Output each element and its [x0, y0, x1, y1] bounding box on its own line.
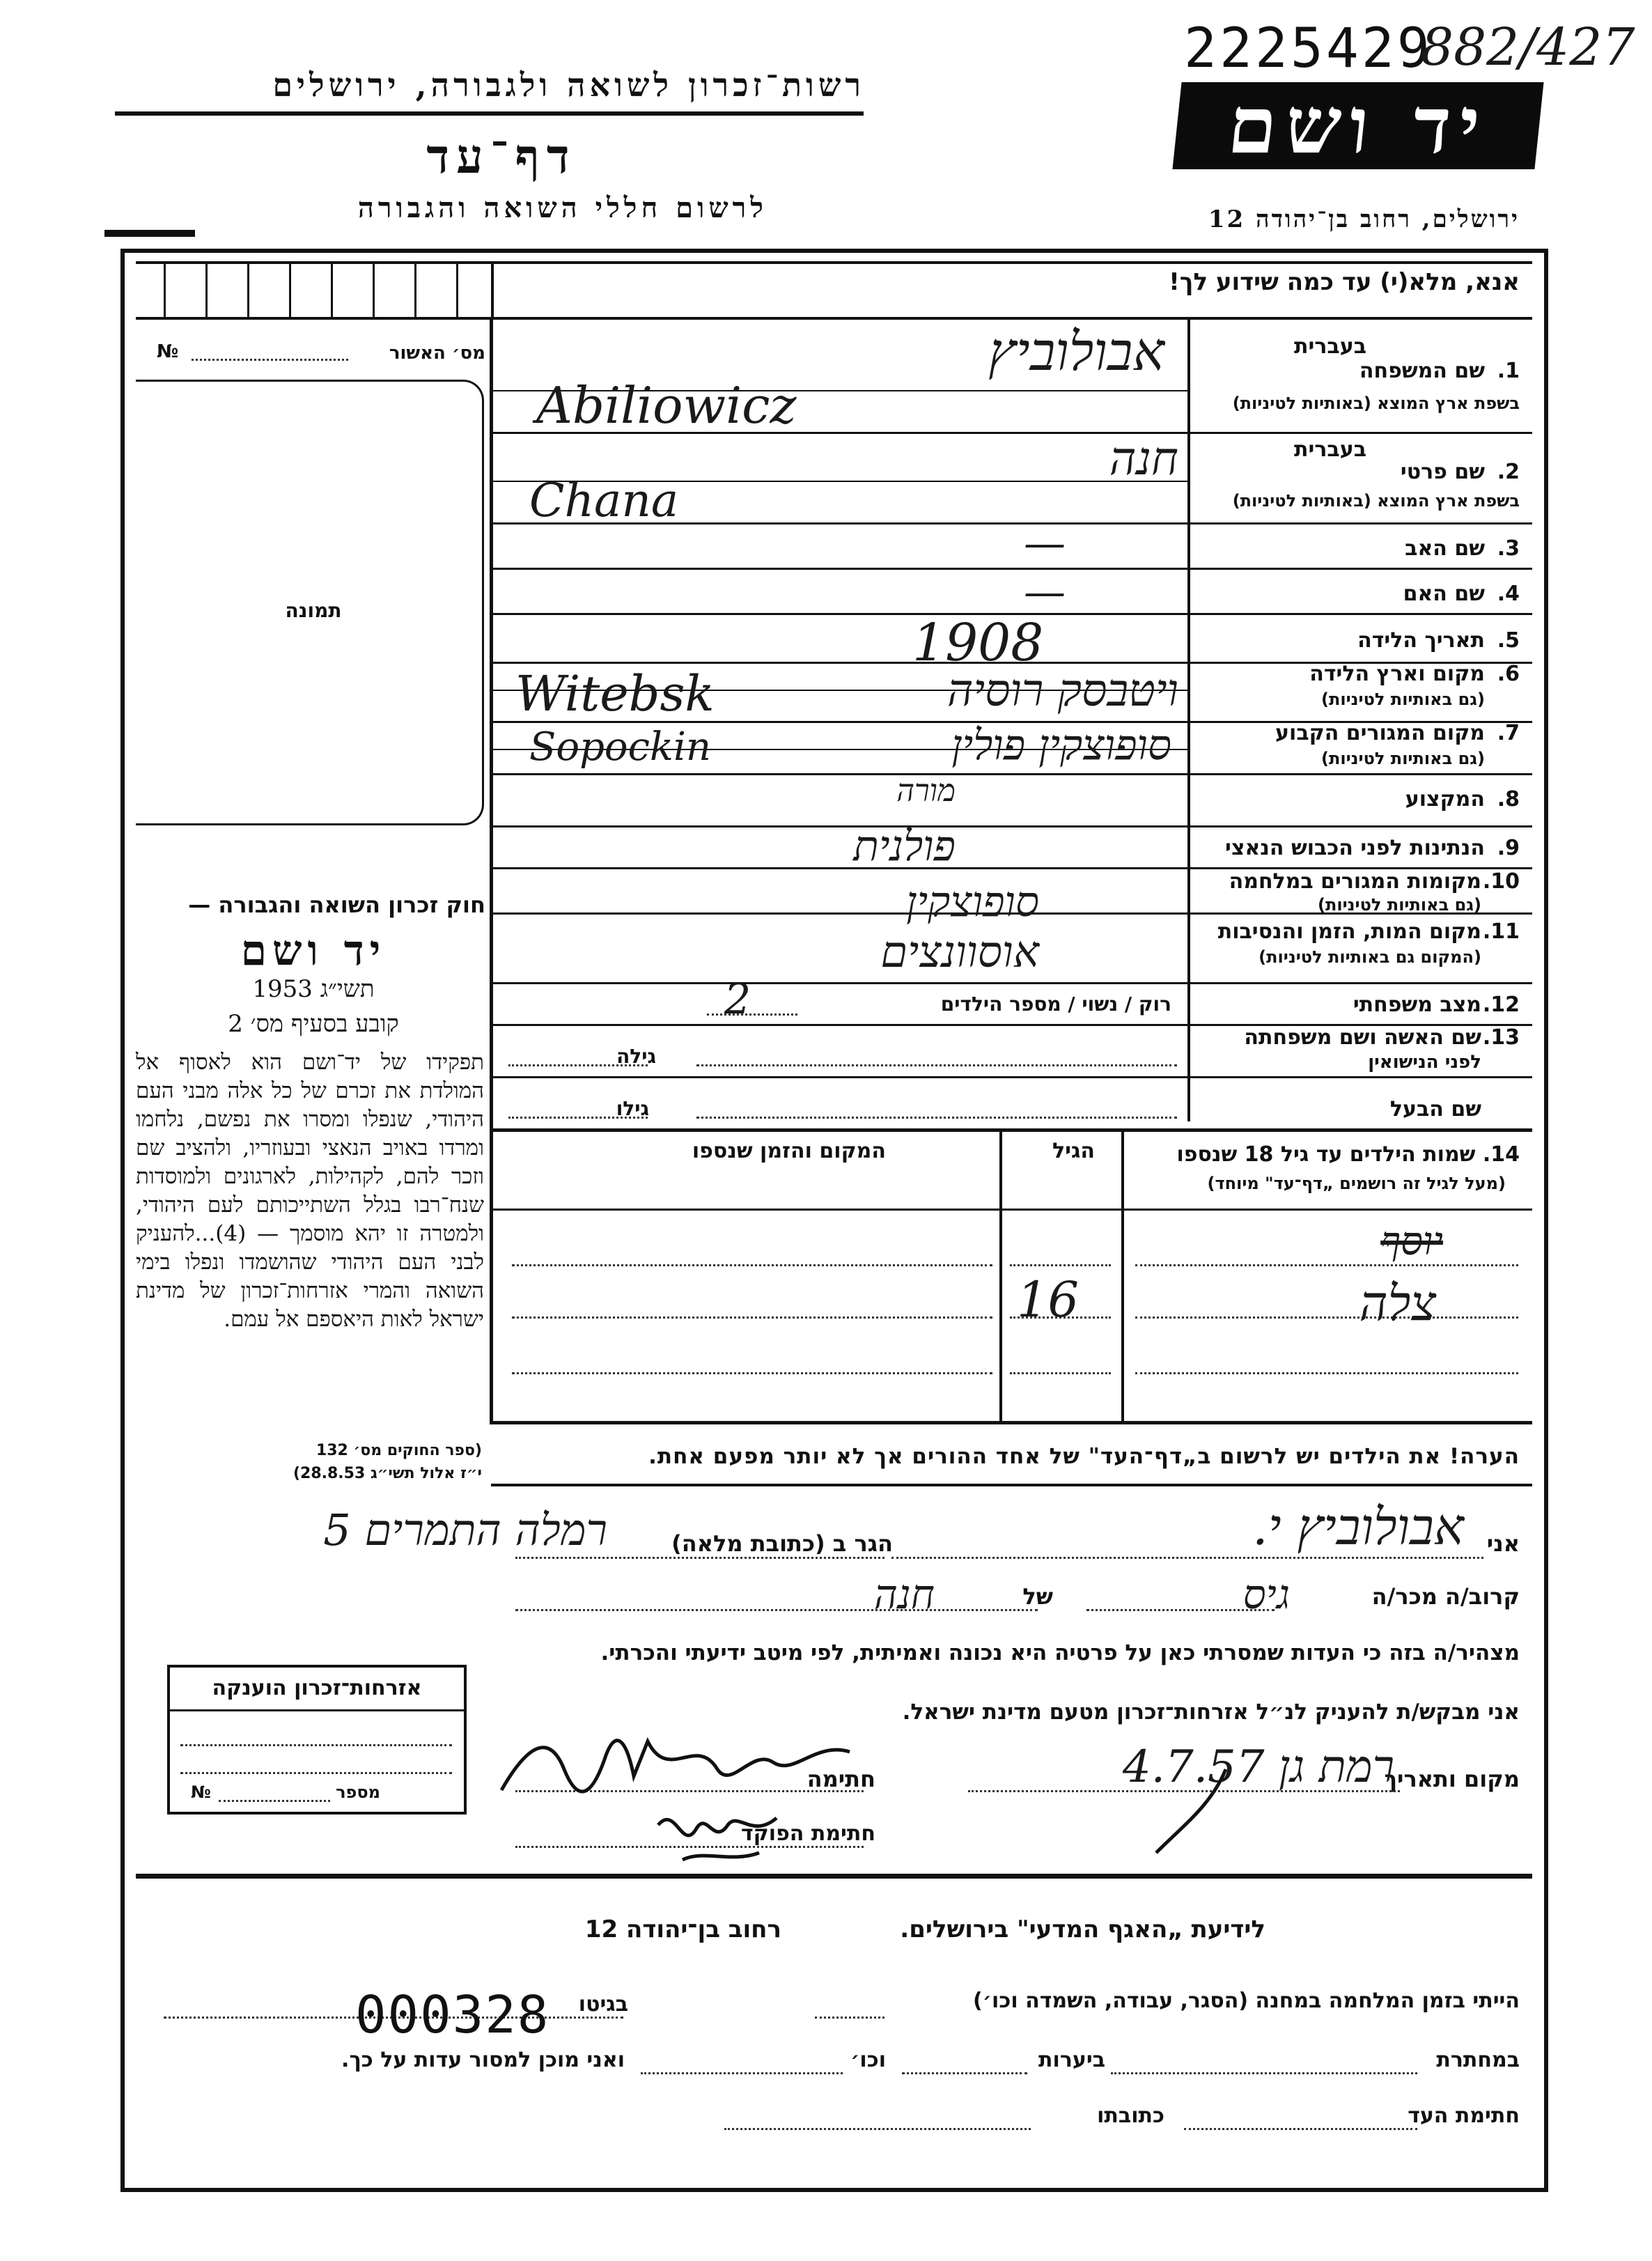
decl-of-label: של	[1022, 1583, 1053, 1610]
children-col-age: הגיל	[1052, 1139, 1095, 1163]
decl-request-text: אני מבקש/ת להעניק לנ״ל אזרחות־זכרון מטעם מדינת ישראל.	[902, 1700, 1520, 1725]
decl-declare-text: מצהיר/ה בזה כי העדות שמסרתי כאן על פרטיה היא נכונה ואמיתית, לפי מיטב ידיעתי והכרתי.	[600, 1640, 1520, 1665]
field-1-sub: בשפת ארץ המוצא (באותיות לטיניות)	[1232, 394, 1520, 413]
wife-age-field[interactable]	[508, 1064, 648, 1066]
header-address: ירושלים, רחוב בן־יהודה 12	[1208, 205, 1520, 233]
signature-icon	[488, 1714, 878, 1811]
husband-age-field[interactable]	[508, 1117, 648, 1119]
field-13-sub: לפני הנישואין	[1368, 1052, 1481, 1073]
field-7-number: 7.	[1497, 721, 1520, 745]
field-8-value[interactable]: מורה	[896, 773, 956, 809]
field-7-latin-value[interactable]: Sopockin	[529, 724, 711, 770]
org-title: רשות־זכרון לשואה ולגבורה, ירושלים	[272, 66, 865, 104]
field-2-label: שם פרטי	[1400, 460, 1485, 484]
field-5-label: תאריך הלידה	[1357, 628, 1485, 653]
field-1-hebrew-tag: בעברית	[1294, 334, 1366, 359]
sidebar-divider	[490, 317, 493, 1424]
field-8-label: המקצוע	[1405, 787, 1485, 811]
field-6-label: מקום וארץ הלידה	[1309, 662, 1485, 686]
bottom-underground: במחתרת	[1436, 2048, 1520, 2072]
bottom-witness-sig: חתימת העד	[1408, 2104, 1520, 2128]
field-1-number: 1.	[1497, 359, 1520, 383]
law-title: חוק זכרון השואה והגבורה —	[188, 892, 485, 918]
field-9-value[interactable]: פולנית	[853, 822, 956, 871]
wife-name-field[interactable]	[696, 1064, 1177, 1066]
stamp-number: 2225429	[1184, 17, 1433, 80]
approval-no: №	[157, 341, 179, 362]
field-6-latin-value[interactable]: Witebsk	[515, 665, 715, 722]
field-7-hebrew-value[interactable]: סופוצקין פולין	[951, 721, 1171, 770]
decl-of-value[interactable]: חנה	[873, 1571, 935, 1618]
field-7-sub: (גם באותיות לטיניות)	[1321, 749, 1485, 768]
field-2-hebrew-tag: בעברית	[1294, 437, 1366, 462]
org-title-underline	[115, 111, 864, 116]
field-2-latin-value[interactable]: Chana	[529, 474, 679, 527]
field-10-sub: (גם באותיות לטיניות)	[1318, 895, 1481, 915]
field-2-hebrew-value[interactable]: חנה	[1109, 432, 1178, 485]
place-date-flourish-icon	[1142, 1762, 1240, 1860]
field-6-hebrew-value[interactable]: ויטבסק רוסיה	[946, 665, 1178, 717]
cert-title: אזרחות־זכרון הוענקה	[212, 1676, 422, 1700]
decl-relation[interactable]: גיס	[1242, 1571, 1290, 1618]
certificate-box[interactable]	[167, 1665, 467, 1815]
field-4-number: 4.	[1497, 582, 1520, 606]
field-10-label: מקומות המגורים במלחמה	[1229, 869, 1481, 894]
field-13-label: שם האשה ושם משפחתה	[1244, 1025, 1481, 1050]
field-6-sub: (גם באותיות לטיניות)	[1321, 690, 1485, 709]
field-12-label: מצב משפחתי	[1353, 993, 1481, 1017]
bottom-line1: הייתי בזמן המלחמה במחנה (הסגר, עבודה, השמדה וכו׳)	[973, 1989, 1520, 2013]
photo-label: תמונה	[285, 599, 342, 622]
field-10-number: 10.	[1482, 869, 1520, 894]
bottom-willing: ואני מוכן למסור עדות על כך.	[341, 2048, 625, 2072]
children-label: 14. שמות הילדים עד גיל 18 שנספו	[1176, 1142, 1520, 1167]
child-name[interactable]: צלה	[1359, 1275, 1436, 1332]
signature-label: חתימה	[806, 1766, 875, 1792]
decl-resident-value[interactable]: רמלה התמרים 5	[323, 1505, 607, 1555]
husband-label: שם הבעל	[1389, 1097, 1481, 1121]
field-2-number: 2.	[1497, 460, 1520, 484]
law-clause: קובע בסעיף מס׳ 2	[228, 1010, 399, 1038]
field-1-hebrew-value[interactable]: אבולוביץ	[988, 320, 1164, 382]
field-3-number: 3.	[1497, 536, 1520, 561]
decl-i-name[interactable]: אבולוביץ י.	[1252, 1498, 1464, 1556]
law-text: תפקידו של יד־ושם הוא לאסוף אל המולדת את זכרם של כל אלה מבני העם היהודי, שנפלו ומסרו את נפשם, נלחמו ומרדו באויב הנאצי ובעוזריו, ולהציב שם וזכר להם, לקהילות, לארגונים ולמוסדות שנח־רבו בגלל השתייכותם לעם היהודי, ולמטרה זו יהא מוסמך — (4)...להעניק לבני העם היהודי שהושמדו ונפלו בימי השואה והמרי אזרחות־זכרון של מדינת ישראל לאות היאספם אל עמם.	[136, 1050, 484, 1332]
approval-field[interactable]	[192, 359, 348, 361]
decl-resident-label: הגר ב (כתובת מלאה)	[671, 1530, 893, 1557]
handwritten-ref: 882/427	[1421, 17, 1635, 77]
law-ref-1: (ספר החוקים מס׳ 132	[315, 1442, 482, 1459]
bottom-forests: ביערות	[1038, 2048, 1105, 2072]
field-11-value[interactable]: אוסוונצים	[880, 926, 1039, 977]
approval-label: מס׳ האשור	[389, 343, 485, 364]
decl-relative-label: קרוב/ה מכר/ה	[1371, 1583, 1520, 1610]
field-12-sub: רוק / נשוי / מספר הילדים	[940, 993, 1171, 1016]
cert-no: №	[191, 1782, 211, 1802]
field-4-value[interactable]: —	[1024, 568, 1066, 616]
field-6-number: 6.	[1497, 662, 1520, 686]
field-3-value[interactable]: —	[1024, 519, 1066, 568]
place-date-label: מקום ותאריך	[1384, 1766, 1520, 1792]
husband-age-label: גילו	[616, 1097, 649, 1120]
field-9-label: הנתינות לפני הכבוש הנאצי	[1225, 836, 1485, 860]
field-1-latin-value[interactable]: Abiliowicz	[536, 376, 797, 435]
field-8-number: 8.	[1497, 787, 1520, 811]
field-7-label: מקום המגורים הקבוע	[1275, 721, 1485, 745]
field-5-number: 5.	[1497, 628, 1520, 653]
field-2-sub: בשפת ארץ המוצא (באותיות לטיניות)	[1232, 491, 1520, 511]
bottom-title: לידיעת „האגף המדעי" בירושלים.	[900, 1916, 1265, 1943]
law-ref-2: י״ז אלול תשי״ג 28.8.53)	[293, 1465, 482, 1482]
checkbox-strip	[136, 261, 494, 317]
field-12-value[interactable]: 2	[724, 975, 751, 1024]
child-age[interactable]: 16	[1017, 1271, 1080, 1328]
place-date-value[interactable]: רמת גן 4.7.57	[1122, 1741, 1394, 1793]
children-sub: (מעל לגיל זה רושמים „דף־עד" מיוחד)	[1207, 1174, 1506, 1193]
field-11-label: מקום המות, הזמן והנסיבות	[1217, 919, 1481, 944]
bottom-etc: וכו׳	[850, 2048, 886, 2072]
bottom-serial: 000328	[355, 1985, 550, 2045]
bottom-divider	[136, 1874, 1532, 1879]
child-struck-name: יוסף	[1380, 1219, 1443, 1264]
field-13-number: 13.	[1482, 1025, 1520, 1050]
label-divider	[1187, 317, 1190, 1121]
husband-name-field[interactable]	[696, 1117, 1177, 1119]
field-10-value[interactable]: סופוצקין	[906, 878, 1039, 926]
subtitle-underline	[104, 230, 195, 237]
field-3-label: שם האב	[1405, 536, 1485, 561]
official-signature-label: חתימת הפוקד	[741, 1821, 875, 1846]
field-11-sub: (המקום גם באותיות לטיניות)	[1259, 947, 1481, 967]
yad-vashem-logo	[1172, 82, 1543, 169]
form-subtitle: לרשום חללי השואה והגבורה	[357, 192, 767, 224]
field-12-number: 12.	[1482, 993, 1520, 1017]
decl-i-label: אני	[1486, 1530, 1520, 1557]
law-name: יד ושם	[240, 926, 387, 975]
bottom-address-label: כתובתו	[1097, 2104, 1164, 2128]
witness-sig-field[interactable]	[1184, 2128, 1417, 2130]
official-signature-icon	[648, 1797, 787, 1874]
bottom-ghetto: בגיטו	[578, 1992, 628, 2017]
field-4-label: שם האם	[1403, 582, 1485, 606]
field-1-label: שם המשפחה	[1359, 359, 1485, 383]
field-5-value[interactable]: 1908	[912, 613, 1044, 673]
instructions-row-bottom	[136, 317, 1532, 320]
form-title: דף־עד	[426, 129, 577, 185]
logo-text: יד ושם	[1224, 80, 1493, 171]
note: הערה! את הילדים יש לרשום ב„דף־העד" של אחד ההורים אך לא יותר מפעם אחת.	[648, 1444, 1520, 1469]
witness-address-field[interactable]	[724, 2128, 1031, 2130]
field-11-number: 11.	[1482, 919, 1520, 944]
cert-number-label: מספר	[336, 1782, 380, 1802]
wife-age-label: גילה	[616, 1045, 656, 1068]
bottom-address: רחוב בן־יהודה 12	[584, 1916, 781, 1943]
law-year: תשי״ג 1953	[252, 975, 375, 1003]
instructions: אנא, מלא(י) עד כמה שידוע לך!	[1169, 268, 1520, 296]
children-col-place: המקום והזמן שנספו	[692, 1139, 886, 1163]
field-9-number: 9.	[1497, 836, 1520, 860]
